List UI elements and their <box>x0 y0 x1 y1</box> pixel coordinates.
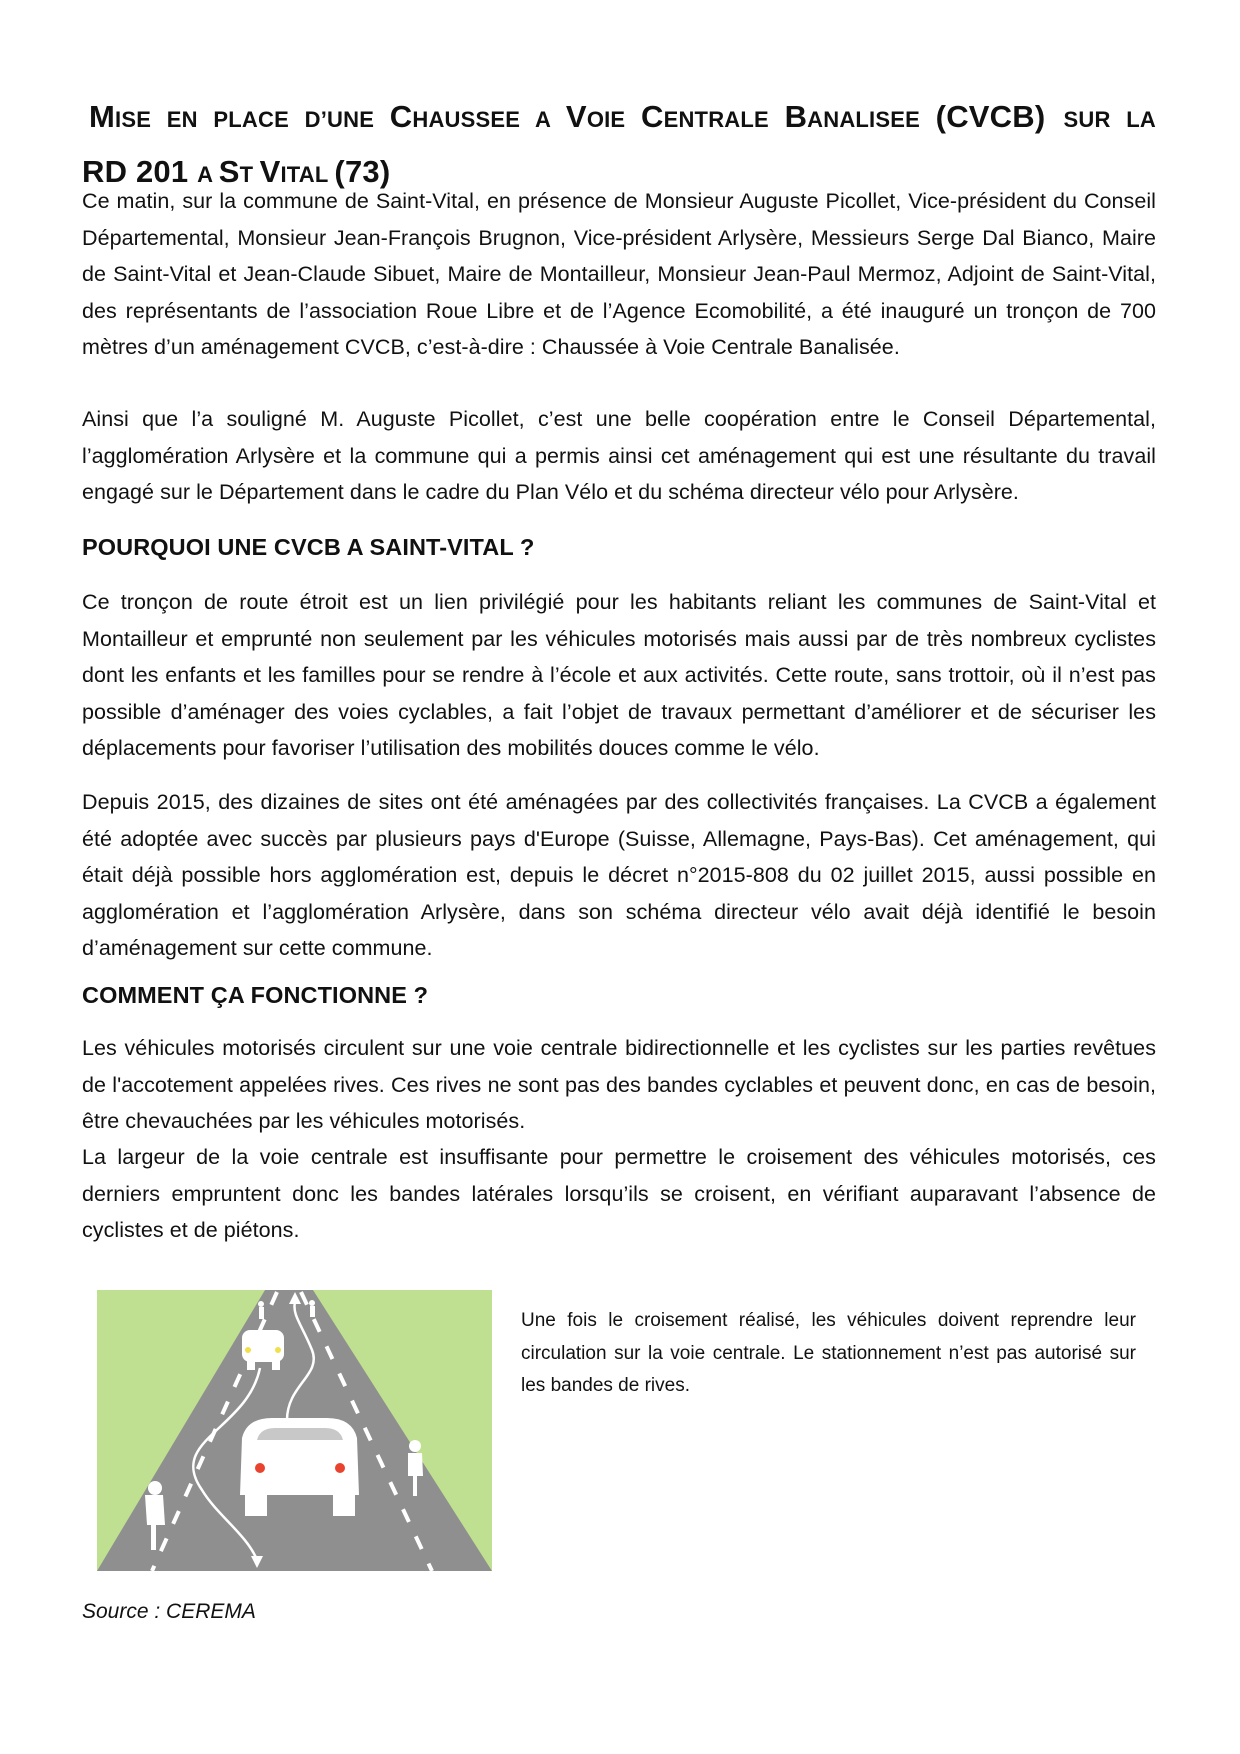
title-line-2-fragment: (73) <box>334 153 391 189</box>
figure-side-text: Une fois le croisement réalisé, les véhicules doivent reprendre leur circulation sur la voie centrale. Le stationnement n’est pas autorisé sur les bandes de rives. <box>521 1310 1136 1396</box>
section-heading-how: COMMENT ÇA FONCTIONNE ? <box>82 982 429 1008</box>
cvcb-road-diagram <box>97 1290 492 1571</box>
title-line-1-fragment: C <box>641 98 664 134</box>
title-line-1 <box>82 91 1156 146</box>
title-line-2-fragment: ITAL <box>280 161 335 187</box>
title-line-1-fragment: ANALISEE <box>807 106 936 132</box>
title-line-2-fragment: T <box>239 161 260 187</box>
title-line-2-fragment: S <box>218 153 240 189</box>
intro-paragraph-2: Ainsi que l’a souligné M. Auguste Picollet, c’est une belle coopération entre le Conseil Départemental, l’agglomération Arlysère et la commune qui a permis ainsi cet aménagement qui est une résultante du travail engagé sur le Département dans le cadre du Plan Vélo et du schéma directeur vélo pour Arlysère. <box>82 407 1156 504</box>
title-line-1-fragment: OIE <box>586 106 641 132</box>
title-line-1-fragment: SUR LA <box>1063 106 1156 132</box>
section-heading-why: POURQUOI UNE CVCB A SAINT-VITAL ? <box>82 534 535 560</box>
title-line-1-fragment: HAUSSEE A <box>412 106 566 132</box>
section-how-paragraph-2: La largeur de la voie centrale est insuffisante pour permettre le croisement des véhicules motorisés, ces derniers empruntent donc les bandes latérales lorsqu’ils se croisent, en vérifiant auparavant l’absence de cyclistes et de piétons. <box>82 1145 1156 1242</box>
title-line-2-fragment: V <box>259 153 281 189</box>
title-line-2-fragment: A <box>197 161 219 187</box>
intro-paragraph-1: Ce matin, sur la commune de Saint-Vital, en présence de Monsieur Auguste Picollet, Vice-président du Conseil Départemental, Monsieur Jean-François Brugnon, Vice-président Arlysère, Messieurs Serge Dal Bianco, Maire de Saint-Vital et Jean-Claude Sibuet, Maire de Montailleur, Monsieur Jean-Paul Mermoz, Adjoint de Saint-Vital, des représentants de l’association Roue Libre et de l’Agence Ecomobilité, a été inauguré un tronçon de 700 mètres d’un aménagement CVCB, c’est-à-dire : Chaussée à Voie Centrale Banalisée. <box>82 189 1156 359</box>
title-line-1-fragment: V <box>565 98 587 134</box>
title-line-1-fragment: ISE EN PLACE D’UNE <box>115 106 390 132</box>
title-line-1-fragment: ENTRALE <box>663 106 785 132</box>
title-line-1-fragment: (CVCB) <box>935 98 1064 134</box>
title-line-1-fragment: B <box>784 98 808 134</box>
section-how-paragraph-1: Les véhicules motorisés circulent sur une voie centrale bidirectionnelle et les cyclistes sur les parties revêtues de l'accotement appelées rives. Ces rives ne sont pas des bandes cyclables et peuvent donc, en cas de besoin, être chevauchées par les véhicules motorisés. <box>82 1036 1156 1133</box>
title-line-1-fragment: C <box>389 98 413 134</box>
figure-source: Source : CEREMA <box>82 1600 256 1623</box>
section-why-paragraph-1: Ce tronçon de route étroit est un lien privilégié pour les habitants reliant les communes de Saint-Vital et Montailleur et emprunté non seulement par les véhicules motorisés mais aussi par de très nombreux cyclistes dont les enfants et les familles pour se rendre à l’école et aux activités. Cette route, sans trottoir, où il n’est pas possible d’aménager des voies cyclables, a fait l’objet de travaux permettant d’améliorer et de sécuriser les déplacements pour favoriser l’utilisation des mobilités douces comme le vélo. <box>82 590 1156 760</box>
title-line-1-fragment: M <box>89 98 116 134</box>
section-why-paragraph-2: Depuis 2015, des dizaines de sites ont été aménagées par des collectivités françaises. La CVCB a également été adoptée avec succès par plusieurs pays d'Europe (Suisse, Allemagne, Pays-Bas). Cet aménagement, qui était déjà possible hors agglomération est, depuis le décret n°2015-808 du 02 juillet 2015, aussi possible en agglomération et l’agglomération Arlysère, dans son schéma directeur vélo avait déjà identifié le besoin d’aménagement sur cette commune. <box>82 790 1156 960</box>
title-line-2-fragment: RD 201 <box>82 153 198 189</box>
